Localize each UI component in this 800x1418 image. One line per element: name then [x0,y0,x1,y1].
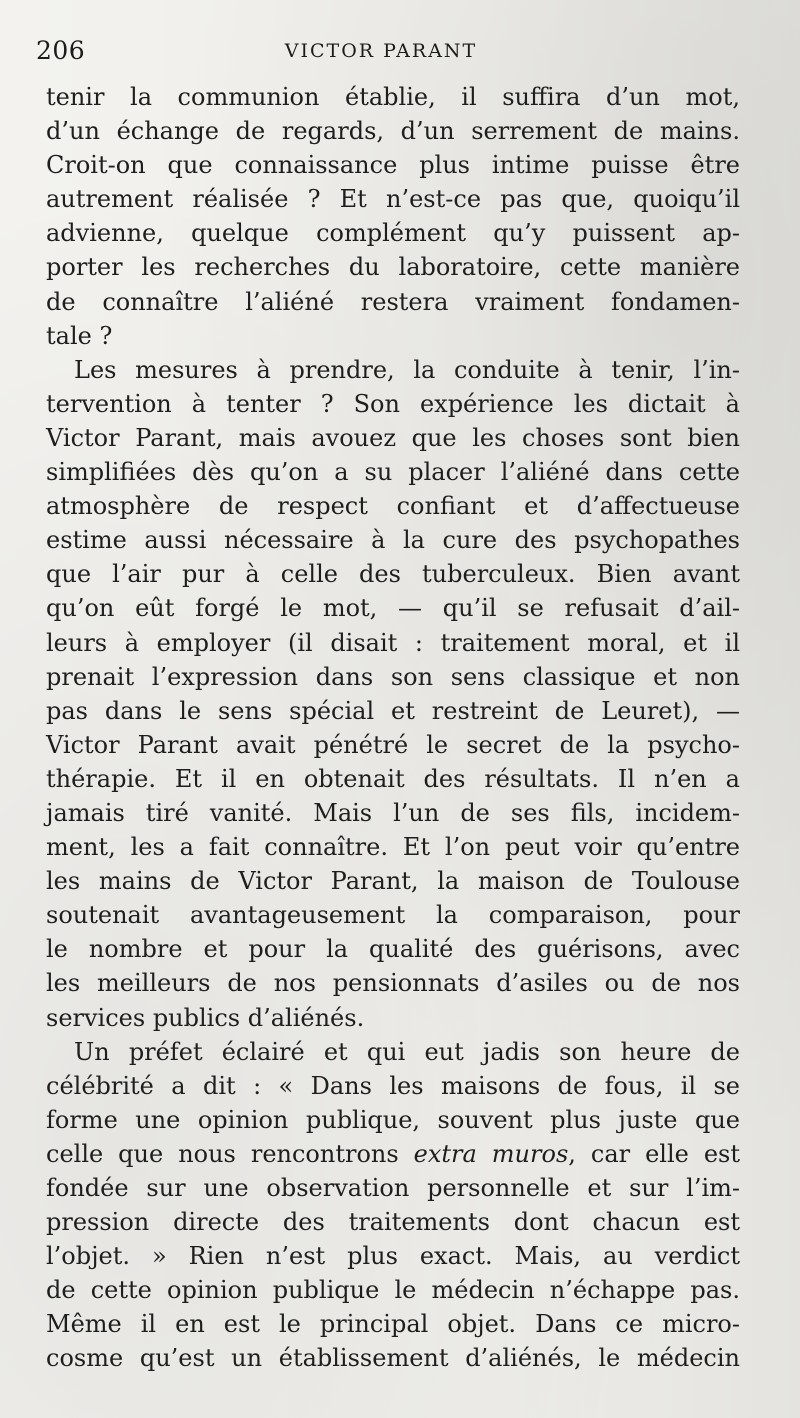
text-line-content: atmosphère de respect confiant et d’affectueuse [46,492,740,521]
text-line [46,1273,740,1307]
text-line [46,694,740,728]
text-line-content: le nombre et pour la qualité des guérisons, avec [46,935,740,964]
text-line [46,1239,740,1273]
text-line-content: Victor Parant avait pénétré le secret de la psycho- [46,730,740,759]
text-line-content: thérapie. Et il en obtenait des résultats. Il n’en a [46,764,740,793]
text-line-content: advienne, quelque complément qu’y puissent ap- [46,219,740,248]
text-line [46,864,740,898]
text-line-content: prenait l’expression dans son sens classique et non [46,662,740,691]
text-line [46,319,740,353]
italic-phrase: extra muros [413,1139,569,1168]
text-line-content: simplifiées dès qu’on a su placer l’aliéné dans cette [46,458,740,487]
text-line-tail: , car elle est [568,1139,740,1168]
text-line [46,148,740,182]
text-line-content: leurs à employer (il disait : traitement moral, et il [46,628,740,657]
page-header [36,36,726,66]
text-line-content: pression directe des traitements dont chacun est [46,1208,740,1237]
text-line-content: forme une opinion publique, souvent plus juste que [46,1105,740,1134]
text-line [46,455,740,489]
text-line-content: autrement réalisée ? Et n’est-ce pas que, quoiqu’il [46,185,740,214]
text-line-content: cosme qu’est un établissement d’aliénés, le médecin [46,1344,740,1373]
text-line-content: les meilleurs de nos pensionnats d’asiles ou de nos [46,969,740,998]
text-line-content: estime aussi nécessaire à la cure des psychopathes [46,526,740,555]
page-number: 206 [36,36,86,65]
text-line [46,353,740,387]
text-line-content: celle que nous rencontrons [46,1139,414,1168]
text-line-content: les mains de Victor Parant, la maison de Toulouse [46,867,740,896]
text-line-content: tale ? [46,321,113,350]
text-line [46,114,740,148]
text-line [46,728,740,762]
text-line [46,1103,740,1137]
text-line [46,830,740,864]
text-line [46,1137,740,1171]
text-line [46,285,740,319]
text-line [46,660,740,694]
text-line-content: d’un échange de regards, d’un serrement de mains. [46,117,740,146]
text-line [46,1035,740,1069]
text-line [46,557,740,591]
text-line [46,796,740,830]
body-text [46,80,740,1376]
text-line [46,489,740,523]
text-line-content: que l’air pur à celle des tuberculeux. Bien avant [46,560,740,589]
text-line [46,1001,740,1035]
text-line [46,421,740,455]
text-line-content: Un préfet éclairé et qui eut jadis son heure de [74,1037,740,1066]
text-line [46,1069,740,1103]
text-line-content: de cette opinion publique le médecin n’échappe pas. [46,1276,740,1305]
text-line-content: Victor Parant, mais avouez que les choses sont bien [46,423,740,452]
text-line [46,1341,740,1375]
text-line-content: tervention à tenter ? Son expérience les dictait à [46,389,740,418]
text-line-content: l’objet. » Rien n’est plus exact. Mais, au verdict [46,1242,740,1271]
text-line-content: de connaître l’aliéné restera vraiment fondamen- [46,287,740,316]
text-line [46,182,740,216]
text-line-content: tenir la communion établie, il suffira d’un mot, [46,83,740,111]
text-line [46,80,740,114]
text-line [46,1205,740,1239]
text-line [46,591,740,625]
text-line-content: qu’on eût forgé le mot, — qu’il se refusait d’ail- [46,594,740,623]
text-line [46,966,740,1000]
text-line-content: soutenait avantageusement la comparaison, pour [46,901,740,930]
text-line [46,1307,740,1341]
text-line-content: Les mesures à prendre, la conduite à tenir, l’in- [74,355,740,384]
text-line-content: porter les recherches du laboratoire, cette manière [46,253,740,282]
text-line [46,387,740,421]
text-line-content: pas dans le sens spécial et restreint de Leuret), — [46,696,740,725]
text-line [46,216,740,250]
text-line [46,523,740,557]
text-line [46,898,740,932]
text-line-content: ment, les a fait connaître. Et l’on peut voir qu’entre [46,833,740,862]
text-line [46,250,740,284]
text-line-content: Croit-on que connaissance plus intime puisse être [46,151,740,180]
text-line-content: célébrité a dit : « Dans les maisons de fous, il se [46,1071,740,1100]
text-line-content: services publics d’aliénés. [46,1003,365,1032]
running-head: VICTOR PARANT [284,40,478,62]
text-line-content: fondée sur une observation personnelle et sur l’im- [46,1174,740,1202]
text-line-content: Même il en est le principal objet. Dans ce micro- [46,1310,740,1339]
text-line [46,932,740,966]
text-line [46,1171,740,1205]
text-line [46,762,740,796]
text-line [46,626,740,660]
text-line-content: jamais tiré vanité. Mais l’un de ses fils, incidem- [46,798,740,827]
